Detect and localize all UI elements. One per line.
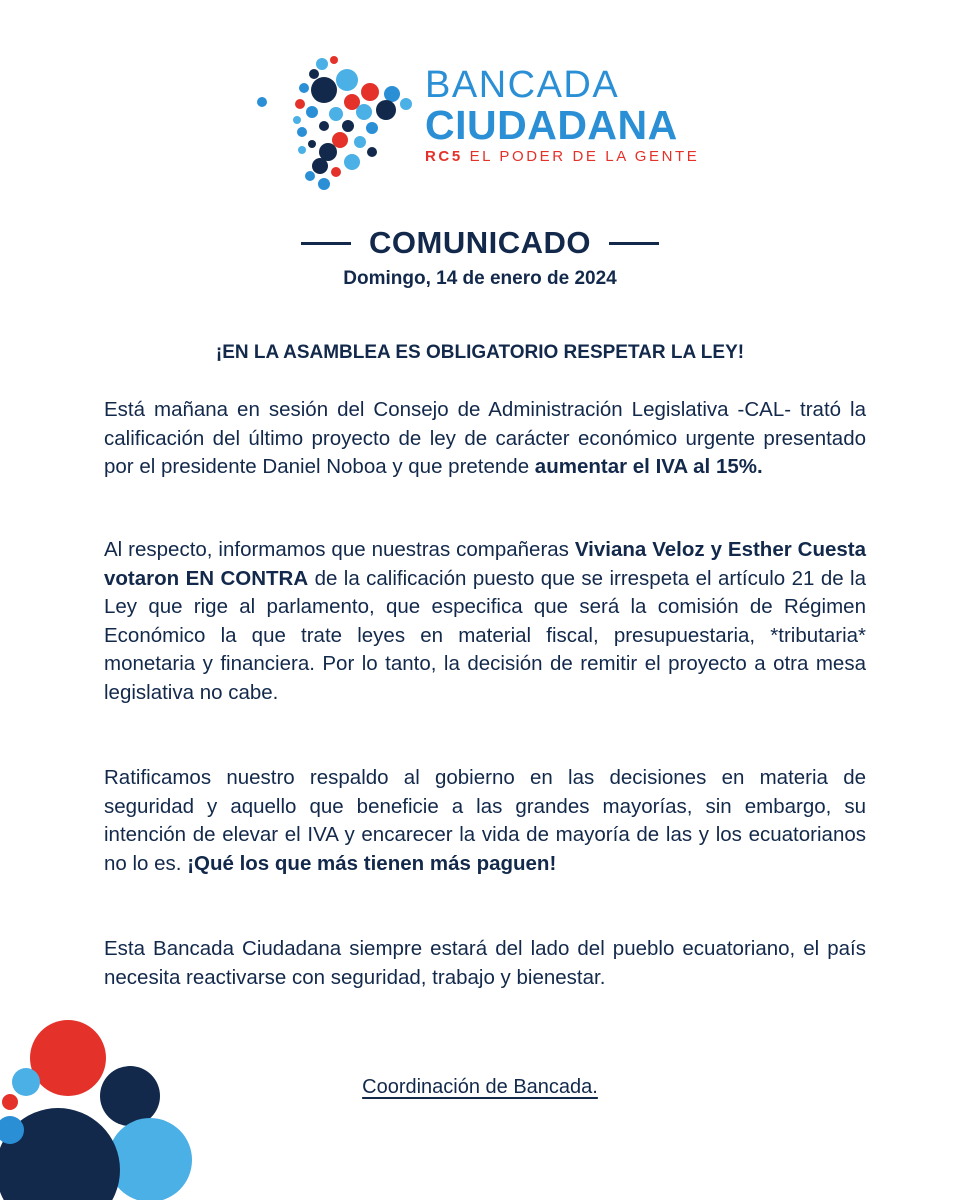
p2-text-c: de la calificación puesto que se irrespeta el artículo 21 de la Ley que rige al parlamento, que especifica que será la comisión de Régimen Económico la que trate leyes en material fiscal, presupuestaria, *tributaria* monetaria y financiera. Por lo tanto, la decisión de remitir el proyecto a otra mesa legislativa no cabe. (104, 566, 866, 704)
brand-tag-rest: EL PODER DE LA GENTE (462, 148, 700, 165)
p2-text-a: Al respecto, informamos que nuestras compañeras (104, 538, 575, 561)
brand-logo (252, 52, 712, 197)
brand-line2: CIUDADANA (425, 102, 678, 148)
ecuador-dots-logo-icon (252, 52, 422, 197)
p3-text: Ratificamos nuestro respaldo al gobierno en las decisiones en materia de seguridad y aquello que beneficie a las grandes mayorías, sin embargo, su intención de elevar el IVA y encarecer la vida de mayoría de las y los ecuatorianos no lo es. (104, 766, 866, 875)
title-dash-right (609, 242, 659, 245)
brand-tagline (425, 148, 699, 166)
title-dash-left (301, 242, 351, 245)
signature-text: Coordinación de Bancada. (362, 1076, 598, 1098)
p3-bold: ¡Qué los que más tienen más paguen! (187, 851, 557, 875)
paragraph-2 (104, 536, 866, 707)
paragraph-3 (104, 764, 866, 878)
brand-line1: BANCADA (425, 64, 620, 106)
brand-text (425, 66, 699, 166)
p1-text: Está mañana en sesión del Consejo de Administración Legislativa -CAL- trató la calificación del último proyecto de ley de carácter económico urgente presentado por el presidente Daniel Noboa y que pretende (104, 398, 866, 478)
page-title: COMUNICADO (369, 225, 591, 260)
decorative-bubbles-icon (0, 1010, 200, 1200)
headline: ¡EN LA ASAMBLEA ES OBLIGATORIO RESPETAR LA LEY! (215, 342, 745, 363)
p2-bold: Viviana Veloz y Esther Cuesta votaron EN CONTRA (104, 538, 866, 590)
paragraph-1 (104, 396, 866, 482)
brand-tag-bold: RC5 (425, 148, 463, 165)
paragraph-4: Esta Bancada Ciudadana siempre estará del lado del pueblo ecuatoriano, el país necesita reactivarse con seguridad, trabajo y bienestar. (104, 937, 866, 989)
title-row (0, 225, 960, 261)
p1-bold: aumentar el IVA al 15%. (534, 455, 763, 478)
date-line: Domingo, 14 de enero de 2024 (343, 268, 617, 289)
